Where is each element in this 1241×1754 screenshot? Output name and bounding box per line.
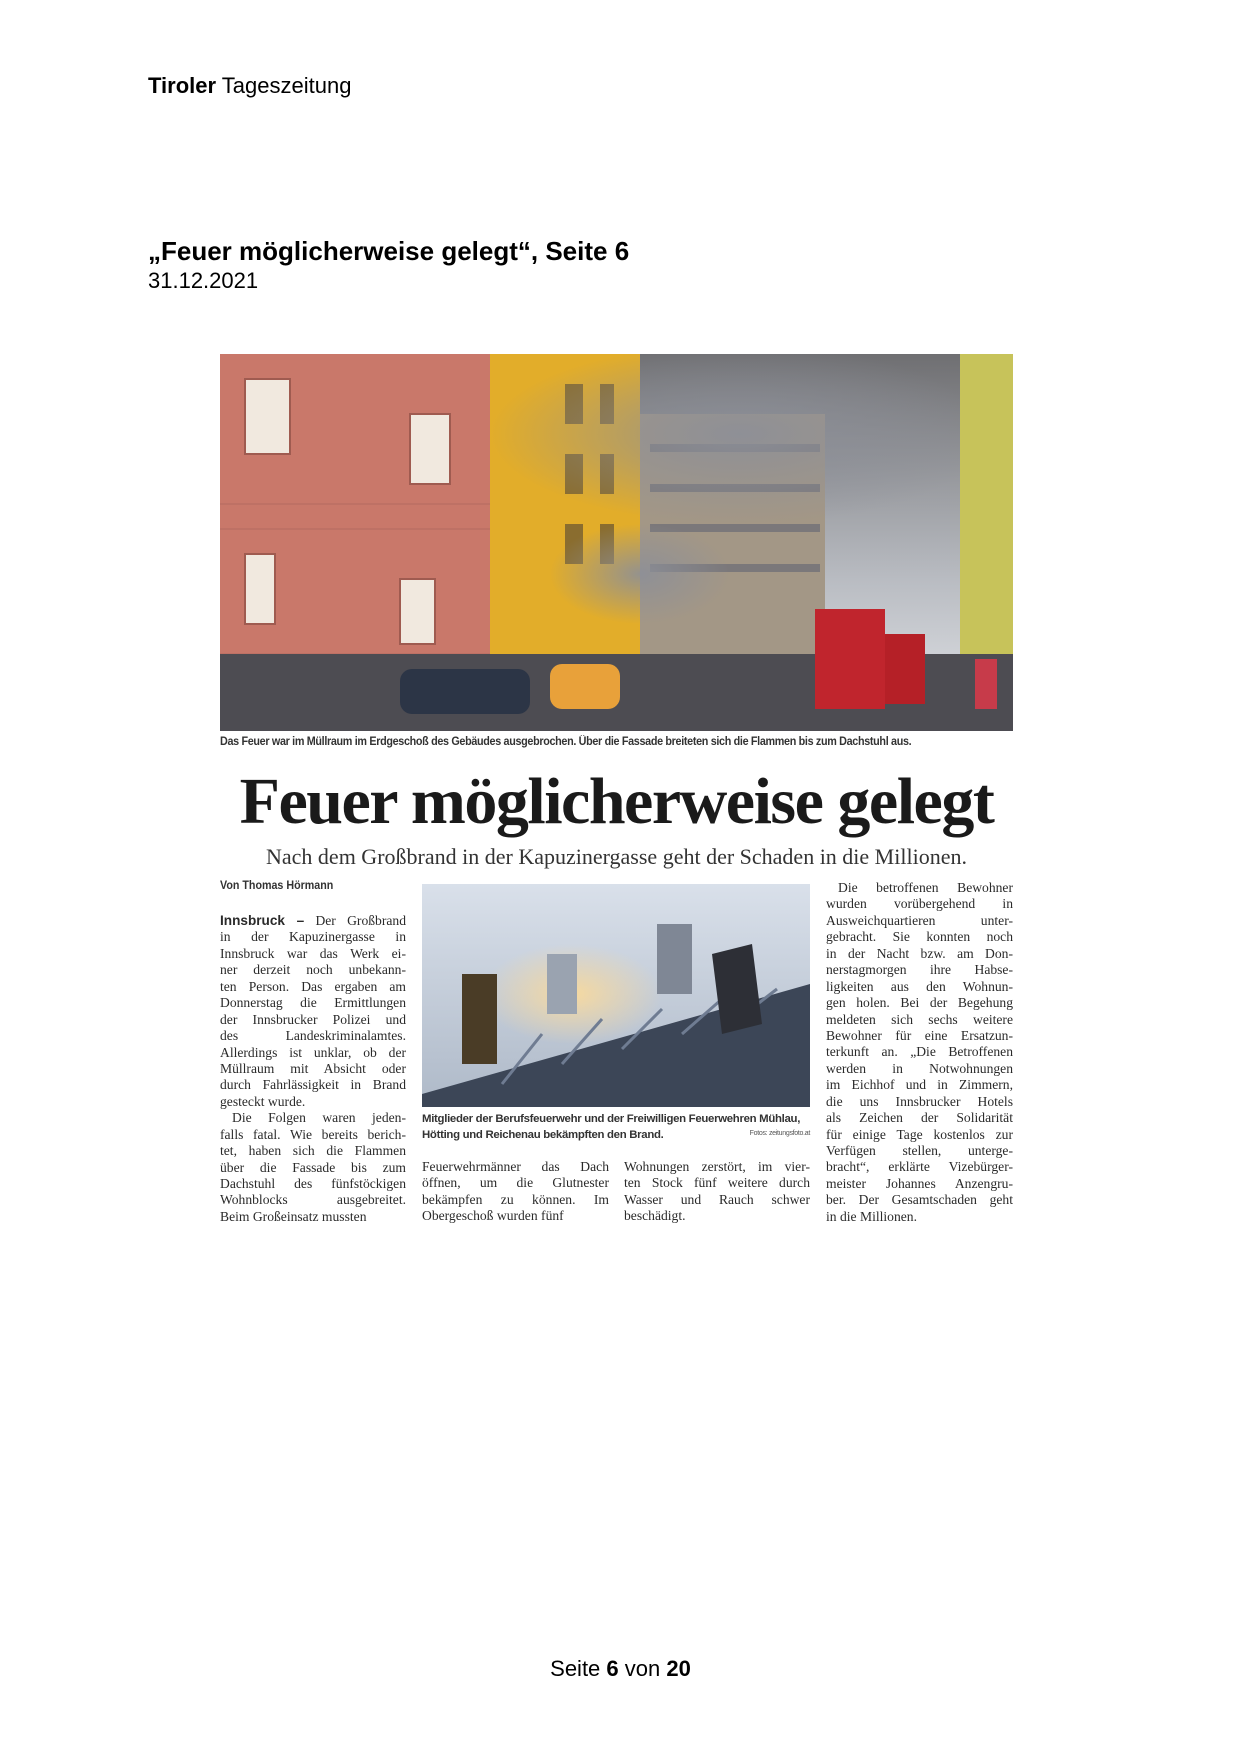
text-line: Innsbruck – Der Großbrand bbox=[220, 913, 406, 928]
text-line: Wohnblocks ausgebreitet. bbox=[220, 1192, 406, 1208]
text-line: wurden vorübergehend in bbox=[826, 896, 1013, 912]
text-line: werden in Notwohnungen bbox=[826, 1060, 1013, 1076]
text-line: als Zeichen der Solidarität bbox=[826, 1110, 1013, 1126]
text-line: ligkeiten aus den Wohnun- bbox=[826, 978, 1013, 994]
text-line: Obergeschoß wurden fünf bbox=[422, 1208, 564, 1224]
text-line: Verfügen stellen, unterge- bbox=[826, 1143, 1013, 1158]
text-line: über die Fassade bis zum bbox=[220, 1159, 406, 1175]
text-line: beschädigt. bbox=[624, 1208, 686, 1224]
text-line: in der Kapuzinergasse in bbox=[220, 929, 406, 945]
text-line: durch Fahrlässigkeit in Brand bbox=[220, 1077, 406, 1093]
text-line: Wohnungen zerstört, im vier- bbox=[624, 1159, 810, 1174]
text-line: gesteckt wurde. bbox=[220, 1093, 306, 1109]
column-3 bbox=[826, 880, 1013, 1225]
page-number: Seite 6 von 20 bbox=[550, 1656, 691, 1681]
text-line: Feuerwehrmänner das Dach bbox=[422, 1159, 609, 1174]
document-title: „Feuer möglicherweise gelegt“, Seite 6 bbox=[148, 236, 630, 266]
text-line: meister Johannes Anzengru- bbox=[826, 1175, 1013, 1191]
text-line: falls fatal. Wie bereits berich- bbox=[220, 1126, 406, 1142]
text-line: der Innsbrucker Polizei und bbox=[220, 1011, 406, 1027]
photo-credit: Fotos: zeitungsfoto.at bbox=[749, 1130, 810, 1137]
text-line: ber. Der Gesamtschaden geht bbox=[826, 1192, 1013, 1208]
publication-name: Tiroler Tageszeitung bbox=[148, 73, 352, 98]
text-line: in die Millionen. bbox=[826, 1208, 917, 1224]
text-line: im Eichhof und in Zimmern, bbox=[826, 1077, 1013, 1093]
photo1-caption: Das Feuer war im Müllraum im Erdgeschoß des Gebäudes ausgebrochen. Über die Fassade breiteten sich die Flammen bis zum Dachstuhl aus. bbox=[220, 735, 912, 748]
text-line: Dachstuhl des fünfstöckigen bbox=[220, 1176, 406, 1191]
text-line: Beim Großeinsatz mussten bbox=[220, 1208, 367, 1224]
text-line: Die betroffenen Bewohner bbox=[838, 880, 1013, 895]
text-line: terkunft an. „Die Betroffenen bbox=[826, 1044, 1013, 1060]
text-line: ten Person. Das ergaben am bbox=[220, 978, 406, 994]
text-line: Allerdings ist unklar, ob der bbox=[220, 1044, 406, 1060]
text-line: bracht“, erklärte Vizebürger- bbox=[826, 1159, 1013, 1175]
photo2-caption: Mitglieder der Berufsfeuerwehr und der Freiwilligen Feuerwehren Mühlau, Hötting und Reichenau bekämpften den Brand. Fotos: zeitungsfoto.at bbox=[422, 1113, 810, 1141]
text-line: meldeten sich sechs weitere bbox=[826, 1011, 1013, 1027]
text-line: Ausweichquartieren unter- bbox=[826, 912, 1013, 928]
text-line: Innsbruck war das Werk ei- bbox=[220, 945, 406, 961]
text-line: tet, haben sich die Flammen bbox=[220, 1143, 406, 1159]
dateline: Innsbruck – bbox=[220, 913, 305, 928]
article-subheadline: Nach dem Großbrand in der Kapuzinergasse geht der Schaden in die Millionen. bbox=[266, 844, 967, 869]
text-line: Müllraum mit Absicht oder bbox=[220, 1060, 406, 1076]
text-line: Donnerstag die Ermittlungen bbox=[220, 995, 406, 1011]
article-headline: Feuer möglicherweise gelegt bbox=[239, 765, 994, 838]
fire-building-photo bbox=[220, 354, 1013, 731]
byline: Von Thomas Hörmann bbox=[220, 880, 334, 892]
text-line: nerstagmorgen ihre Habse- bbox=[826, 962, 1013, 978]
text-line: ner derzeit noch unbekann- bbox=[220, 962, 406, 978]
text-line: in der Nacht bzw. am Don- bbox=[826, 945, 1013, 961]
document-date: 31.12.2021 bbox=[148, 268, 259, 293]
text-line: ten Stock fünf weitere durch bbox=[624, 1175, 810, 1191]
text-line: für einige Tage kostenlos zur bbox=[826, 1126, 1013, 1142]
text-line: des Landeskriminalamtes. bbox=[220, 1028, 406, 1044]
text-line: gebracht. Sie konnten noch bbox=[826, 929, 1013, 945]
text-line: bekämpfen zu können. Im bbox=[422, 1191, 609, 1207]
text-line: Die Folgen waren jeden- bbox=[232, 1110, 406, 1126]
column-1 bbox=[220, 913, 406, 1225]
text-line: Wasser und Rauch schwer bbox=[624, 1191, 810, 1207]
column-2b bbox=[624, 1159, 810, 1225]
text-line: die uns Innsbrucker Hotels bbox=[826, 1093, 1013, 1109]
column-2a bbox=[422, 1159, 609, 1225]
text-line: gen holen. Bei der Begehung bbox=[826, 995, 1013, 1011]
text-line: Bewohner für eine Ersatzun- bbox=[826, 1027, 1013, 1043]
firefighters-roof-photo bbox=[422, 884, 810, 1107]
text-line: öffnen, um die Glutnester bbox=[422, 1175, 609, 1191]
